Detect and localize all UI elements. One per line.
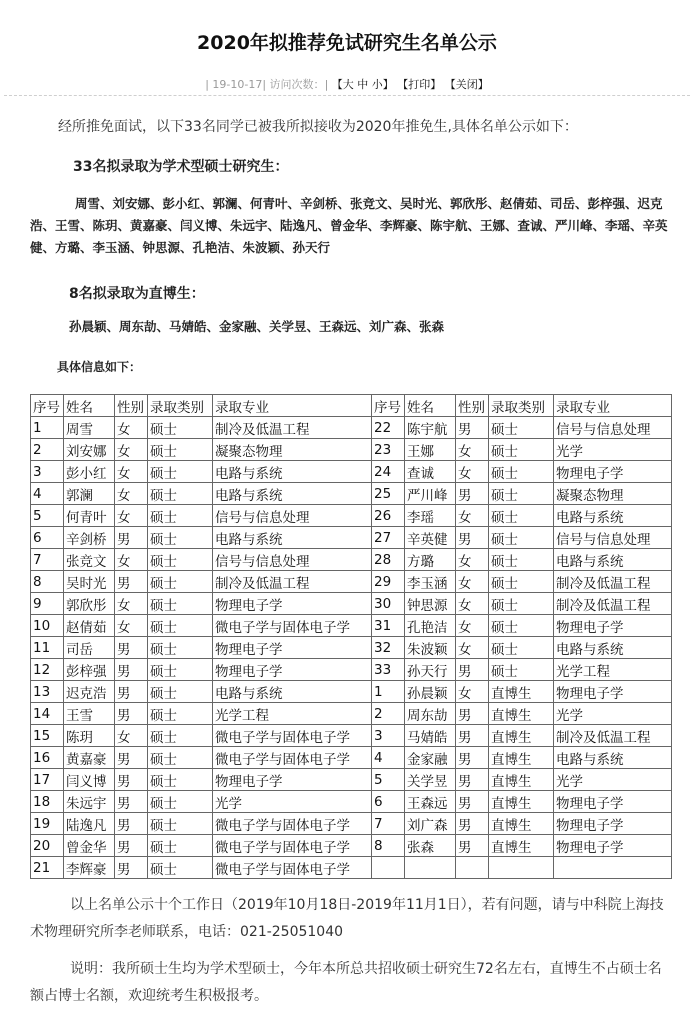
- table-cell: 31: [372, 615, 405, 637]
- table-cell: 刘安娜: [64, 439, 115, 461]
- table-cell: 物理电子学: [554, 615, 672, 637]
- table-cell: 方璐: [405, 549, 456, 571]
- table-cell: 严川峰: [405, 483, 456, 505]
- table-cell: 物理电子学: [554, 813, 672, 835]
- table-cell: 黄嘉豪: [64, 747, 115, 769]
- table-cell: 女: [115, 615, 148, 637]
- table-cell: 8: [372, 835, 405, 857]
- font-size-small-link[interactable]: 小: [371, 78, 383, 91]
- table-cell: [405, 857, 456, 879]
- table-cell: 物理电子学: [554, 835, 672, 857]
- table-cell: 李玉涵: [405, 571, 456, 593]
- table-cell: 张竞文: [64, 549, 115, 571]
- table-cell: 女: [456, 593, 489, 615]
- table-cell: 微电子学与固体电子学: [213, 615, 372, 637]
- table-cell: 制冷及低温工程: [554, 725, 672, 747]
- table-cell: 直博生: [489, 747, 554, 769]
- table-cell: 女: [456, 549, 489, 571]
- table-cell: 硕士: [489, 615, 554, 637]
- table-row: [31, 703, 672, 725]
- table-cell: 16: [31, 747, 64, 769]
- table-cell: 物理电子学: [554, 461, 672, 483]
- table-cell: 22: [372, 417, 405, 439]
- academic-master-names: 周雪、刘安娜、彭小红、郭澜、何青叶、辛剑桥、张竞文、吴时光、郭欣彤、赵倩茹、司岳、彭梓强、迟克浩、王雪、陈玥、黄嘉豪、闫义博、朱远宇、陆逸凡、曾金华、李辉豪、陈宇航、王娜、查诚、严川峰、李瑶、辛英健、方璐、李玉涵、钟思源、孔艳洁、朱波颖、孙天行: [30, 196, 668, 255]
- table-cell: 直博生: [489, 813, 554, 835]
- table-cell: 赵倩茹: [64, 615, 115, 637]
- table-cell: 男: [115, 791, 148, 813]
- table-cell: 32: [372, 637, 405, 659]
- table-cell: [489, 857, 554, 879]
- table-cell: 7: [31, 549, 64, 571]
- table-cell: 29: [372, 571, 405, 593]
- table-cell: 硕士: [489, 483, 554, 505]
- table-cell: 6: [372, 791, 405, 813]
- table-cell: 硕士: [489, 659, 554, 681]
- table-cell: 男: [115, 769, 148, 791]
- table-cell: 硕士: [148, 417, 213, 439]
- table-cell: 男: [115, 813, 148, 835]
- details-label: 具体信息如下：: [57, 360, 142, 374]
- table-cell: 电路与系统: [213, 681, 372, 703]
- table-cell: 3: [372, 725, 405, 747]
- note-paragraph: 说明：我所硕士生均为学术型硕士，今年本所总共招收硕士研究生72名左右，直博生不占硕士名额占博士名额，欢迎统考生积极报考。: [30, 961, 662, 1004]
- table-cell: 女: [456, 615, 489, 637]
- table-cell: 男: [456, 813, 489, 835]
- table-cell: 光学: [554, 439, 672, 461]
- table-header-row: [31, 395, 672, 417]
- table-row: [31, 549, 672, 571]
- table-cell: 女: [115, 549, 148, 571]
- table-cell: 光学: [554, 769, 672, 791]
- table-cell: 郭欣彤: [64, 593, 115, 615]
- table-cell: 女: [115, 725, 148, 747]
- table-cell: 男: [456, 527, 489, 549]
- table-cell: 金家融: [405, 747, 456, 769]
- table-cell: 陈宇航: [405, 417, 456, 439]
- table-cell: 男: [115, 637, 148, 659]
- table-cell: 女: [456, 461, 489, 483]
- table-cell: 男: [456, 835, 489, 857]
- table-cell: 物理电子学: [554, 791, 672, 813]
- table-cell: 硕士: [148, 527, 213, 549]
- table-cell: 彭小红: [64, 461, 115, 483]
- font-size-large-link[interactable]: 大: [342, 78, 354, 91]
- table-cell: 男: [115, 703, 148, 725]
- table-cell: 硕士: [148, 747, 213, 769]
- table-cell: 物理电子学: [213, 769, 372, 791]
- table-cell: 光学工程: [554, 659, 672, 681]
- table-cell: 硕士: [148, 439, 213, 461]
- table-cell: 硕士: [148, 549, 213, 571]
- table-cell: 24: [372, 461, 405, 483]
- table-cell: 信号与信息处理: [213, 549, 372, 571]
- table-row: [31, 857, 672, 879]
- header-cell: 录取专业: [213, 395, 372, 417]
- table-cell: 21: [31, 857, 64, 879]
- page-title: 2020年拟推荐免试研究生名单公示: [197, 32, 497, 54]
- table-cell: 周雪: [64, 417, 115, 439]
- table-cell: 硕士: [148, 703, 213, 725]
- table-cell: 朱远宇: [64, 791, 115, 813]
- table-cell: 何青叶: [64, 505, 115, 527]
- table-cell: 光学: [213, 791, 372, 813]
- table-cell: 硕士: [489, 527, 554, 549]
- table-cell: 硕士: [148, 835, 213, 857]
- table-cell: 27: [372, 527, 405, 549]
- table-cell: 2: [31, 439, 64, 461]
- table-row: [31, 835, 672, 857]
- table-cell: 直博生: [489, 835, 554, 857]
- header-cell: 序号: [31, 395, 64, 417]
- table-cell: 硕士: [148, 769, 213, 791]
- table-cell: 直博生: [489, 769, 554, 791]
- table-cell: 直博生: [489, 791, 554, 813]
- close-link[interactable]: 关闭: [455, 78, 478, 91]
- table-cell: 王雪: [64, 703, 115, 725]
- table-cell: 直博生: [489, 725, 554, 747]
- table-cell: 硕士: [148, 659, 213, 681]
- table-cell: 硕士: [489, 461, 554, 483]
- table-cell: 王娜: [405, 439, 456, 461]
- table-cell: 女: [456, 637, 489, 659]
- table-cell: 硕士: [148, 571, 213, 593]
- table-cell: 关学昱: [405, 769, 456, 791]
- table-cell: 4: [31, 483, 64, 505]
- table-cell: 王森远: [405, 791, 456, 813]
- table-cell: 微电子学与固体电子学: [213, 747, 372, 769]
- table-cell: 直博生: [489, 681, 554, 703]
- table-cell: 李瑶: [405, 505, 456, 527]
- table-cell: 电路与系统: [554, 549, 672, 571]
- table-row: [31, 417, 672, 439]
- header-cell: 姓名: [64, 395, 115, 417]
- table-cell: 男: [456, 659, 489, 681]
- table-cell: 男: [115, 857, 148, 879]
- table-cell: 男: [456, 483, 489, 505]
- table-cell: 信号与信息处理: [554, 527, 672, 549]
- table-cell: 硕士: [489, 549, 554, 571]
- table-row: [31, 681, 672, 703]
- table-cell: 孔艳洁: [405, 615, 456, 637]
- table-cell: 孙天行: [405, 659, 456, 681]
- table-cell: 电路与系统: [213, 483, 372, 505]
- table-cell: 硕士: [489, 593, 554, 615]
- table-cell: 信号与信息处理: [554, 417, 672, 439]
- table-cell: 女: [115, 417, 148, 439]
- table-cell: 女: [456, 505, 489, 527]
- table-cell: 硕士: [489, 571, 554, 593]
- table-row: [31, 637, 672, 659]
- table-cell: 电路与系统: [554, 747, 672, 769]
- table-cell: 23: [372, 439, 405, 461]
- table-row: [31, 659, 672, 681]
- table-row: [31, 747, 672, 769]
- table-cell: 男: [456, 725, 489, 747]
- direct-phd-names: 孙晨颖、周东劼、马婧皓、金家融、关学昱、王森远、刘广森、张森: [69, 319, 445, 334]
- header-cell: 录取类别: [489, 395, 554, 417]
- table-cell: 周东劼: [405, 703, 456, 725]
- table-cell: 10: [31, 615, 64, 637]
- table-cell: 男: [456, 703, 489, 725]
- header-cell: 性别: [115, 395, 148, 417]
- table-cell: 男: [115, 571, 148, 593]
- table-cell: 14: [31, 703, 64, 725]
- table-cell: 17: [31, 769, 64, 791]
- table-cell: 硕士: [148, 505, 213, 527]
- table-row: [31, 725, 672, 747]
- table-cell: 男: [115, 835, 148, 857]
- table-cell: 女: [456, 571, 489, 593]
- table-cell: 查诚: [405, 461, 456, 483]
- table-cell: 微电子学与固体电子学: [213, 813, 372, 835]
- font-size-medium-link[interactable]: 中: [357, 78, 369, 91]
- table-cell: 直博生: [489, 703, 554, 725]
- table-cell: 18: [31, 791, 64, 813]
- table-cell: 硕士: [148, 791, 213, 813]
- table-cell: 光学工程: [213, 703, 372, 725]
- table-cell: 女: [456, 439, 489, 461]
- table-row: [31, 769, 672, 791]
- table-cell: 电路与系统: [213, 527, 372, 549]
- table-cell: 硕士: [489, 439, 554, 461]
- table-cell: 制冷及低温工程: [554, 571, 672, 593]
- table-row: [31, 461, 672, 483]
- table-row: [31, 527, 672, 549]
- table-cell: 女: [456, 681, 489, 703]
- table-cell: 电路与系统: [554, 637, 672, 659]
- table-cell: 信号与信息处理: [213, 505, 372, 527]
- table-cell: 微电子学与固体电子学: [213, 857, 372, 879]
- table-cell: 19: [31, 813, 64, 835]
- print-link[interactable]: 打印: [408, 78, 431, 91]
- table-cell: 张森: [405, 835, 456, 857]
- table-cell: 3: [31, 461, 64, 483]
- table-cell: 马婧皓: [405, 725, 456, 747]
- table-row: [31, 593, 672, 615]
- table-row: [31, 483, 672, 505]
- header-cell: 姓名: [405, 395, 456, 417]
- table-cell: 曾金华: [64, 835, 115, 857]
- table-cell: 33: [372, 659, 405, 681]
- publish-date-and-visits: | 19-10-17| 访问次数：: [205, 78, 325, 91]
- table-cell: 彭梓强: [64, 659, 115, 681]
- table-cell: 凝聚态物理: [554, 483, 672, 505]
- table-cell: 光学: [554, 703, 672, 725]
- table-cell: 微电子学与固体电子学: [213, 835, 372, 857]
- table-cell: 刘广森: [405, 813, 456, 835]
- table-cell: [554, 857, 672, 879]
- table-cell: 13: [31, 681, 64, 703]
- table-cell: 2: [372, 703, 405, 725]
- header-cell: 录取类别: [148, 395, 213, 417]
- table-cell: 电路与系统: [554, 505, 672, 527]
- table-cell: 硕士: [148, 813, 213, 835]
- table-cell: 男: [456, 791, 489, 813]
- table-cell: 硕士: [148, 461, 213, 483]
- intro-paragraph: 经所推免面试，以下33名同学已被我所拟接收为2020年推免生,具体名单公示如下：: [58, 119, 578, 135]
- table-cell: 硕士: [489, 637, 554, 659]
- header-divider: [4, 95, 690, 96]
- table-cell: 26: [372, 505, 405, 527]
- table-cell: 钟思源: [405, 593, 456, 615]
- table-cell: 制冷及低温工程: [213, 571, 372, 593]
- table-cell: 男: [115, 527, 148, 549]
- table-cell: 6: [31, 527, 64, 549]
- table-cell: 硕士: [489, 417, 554, 439]
- table-cell: 4: [372, 747, 405, 769]
- table-cell: [372, 857, 405, 879]
- table-cell: 20: [31, 835, 64, 857]
- table-cell: 凝聚态物理: [213, 439, 372, 461]
- table-cell: 女: [115, 439, 148, 461]
- table-cell: 11: [31, 637, 64, 659]
- table-cell: 男: [456, 747, 489, 769]
- table-row: [31, 439, 672, 461]
- table-cell: 硕士: [148, 857, 213, 879]
- table-cell: 迟克浩: [64, 681, 115, 703]
- header-cell: 序号: [372, 395, 405, 417]
- table-cell: 硕士: [148, 593, 213, 615]
- publicity-period-paragraph: 以上名单公示十个工作日（2019年10月18日-2019年11月1日），若有问题，请与中科院上海技术物理研究所李老师联系，电话：021-25051040: [30, 897, 664, 940]
- table-cell: 男: [115, 747, 148, 769]
- table-cell: 男: [456, 769, 489, 791]
- table-cell: 陆逸凡: [64, 813, 115, 835]
- table-cell: 辛剑桥: [64, 527, 115, 549]
- table-cell: 孙晨颖: [405, 681, 456, 703]
- table-cell: 物理电子学: [554, 681, 672, 703]
- table-cell: 女: [115, 593, 148, 615]
- table-cell: 制冷及低温工程: [554, 593, 672, 615]
- table-cell: 闫义博: [64, 769, 115, 791]
- table-cell: [456, 857, 489, 879]
- table-cell: 12: [31, 659, 64, 681]
- table-cell: 吴时光: [64, 571, 115, 593]
- table-cell: 制冷及低温工程: [213, 417, 372, 439]
- table-cell: 朱波颖: [405, 637, 456, 659]
- table-cell: 物理电子学: [213, 637, 372, 659]
- table-cell: 硕士: [148, 725, 213, 747]
- table-cell: 司岳: [64, 637, 115, 659]
- table-cell: 7: [372, 813, 405, 835]
- direct-phd-heading: 8名拟录取为直博生：: [69, 286, 205, 302]
- table-cell: 辛英健: [405, 527, 456, 549]
- table-row: [31, 571, 672, 593]
- table-cell: 5: [31, 505, 64, 527]
- table-cell: 微电子学与固体电子学: [213, 725, 372, 747]
- table-cell: 硕士: [489, 505, 554, 527]
- header-cell: 性别: [456, 395, 489, 417]
- table-cell: 1: [31, 417, 64, 439]
- table-cell: 女: [115, 483, 148, 505]
- table-cell: 9: [31, 593, 64, 615]
- table-cell: 女: [115, 461, 148, 483]
- table-row: [31, 505, 672, 527]
- header-cell: 录取专业: [554, 395, 672, 417]
- table-cell: 8: [31, 571, 64, 593]
- table-cell: 5: [372, 769, 405, 791]
- table-cell: 男: [456, 417, 489, 439]
- academic-master-heading: 33名拟录取为学术型硕士研究生：: [73, 159, 289, 175]
- table-cell: 陈玥: [64, 725, 115, 747]
- table-cell: 物理电子学: [213, 659, 372, 681]
- table-cell: 硕士: [148, 483, 213, 505]
- table-cell: 电路与系统: [213, 461, 372, 483]
- table-cell: 硕士: [148, 681, 213, 703]
- table-cell: 男: [115, 659, 148, 681]
- meta-separator: |: [324, 78, 329, 91]
- table-cell: 男: [115, 681, 148, 703]
- table-cell: 1: [372, 681, 405, 703]
- table-cell: 28: [372, 549, 405, 571]
- table-row: [31, 615, 672, 637]
- admission-table: [30, 394, 672, 879]
- table-cell: 硕士: [148, 615, 213, 637]
- table-cell: 15: [31, 725, 64, 747]
- table-cell: 25: [372, 483, 405, 505]
- table-cell: 女: [115, 505, 148, 527]
- table-row: [31, 813, 672, 835]
- table-row: [31, 791, 672, 813]
- table-cell: 郭澜: [64, 483, 115, 505]
- table-cell: 硕士: [148, 637, 213, 659]
- article-meta-bar: | 19-10-17| 访问次数：| 【大 中 小】 【打印】 【关闭】: [205, 78, 489, 91]
- table-cell: 物理电子学: [213, 593, 372, 615]
- table-cell: 李辉豪: [64, 857, 115, 879]
- table-cell: 30: [372, 593, 405, 615]
